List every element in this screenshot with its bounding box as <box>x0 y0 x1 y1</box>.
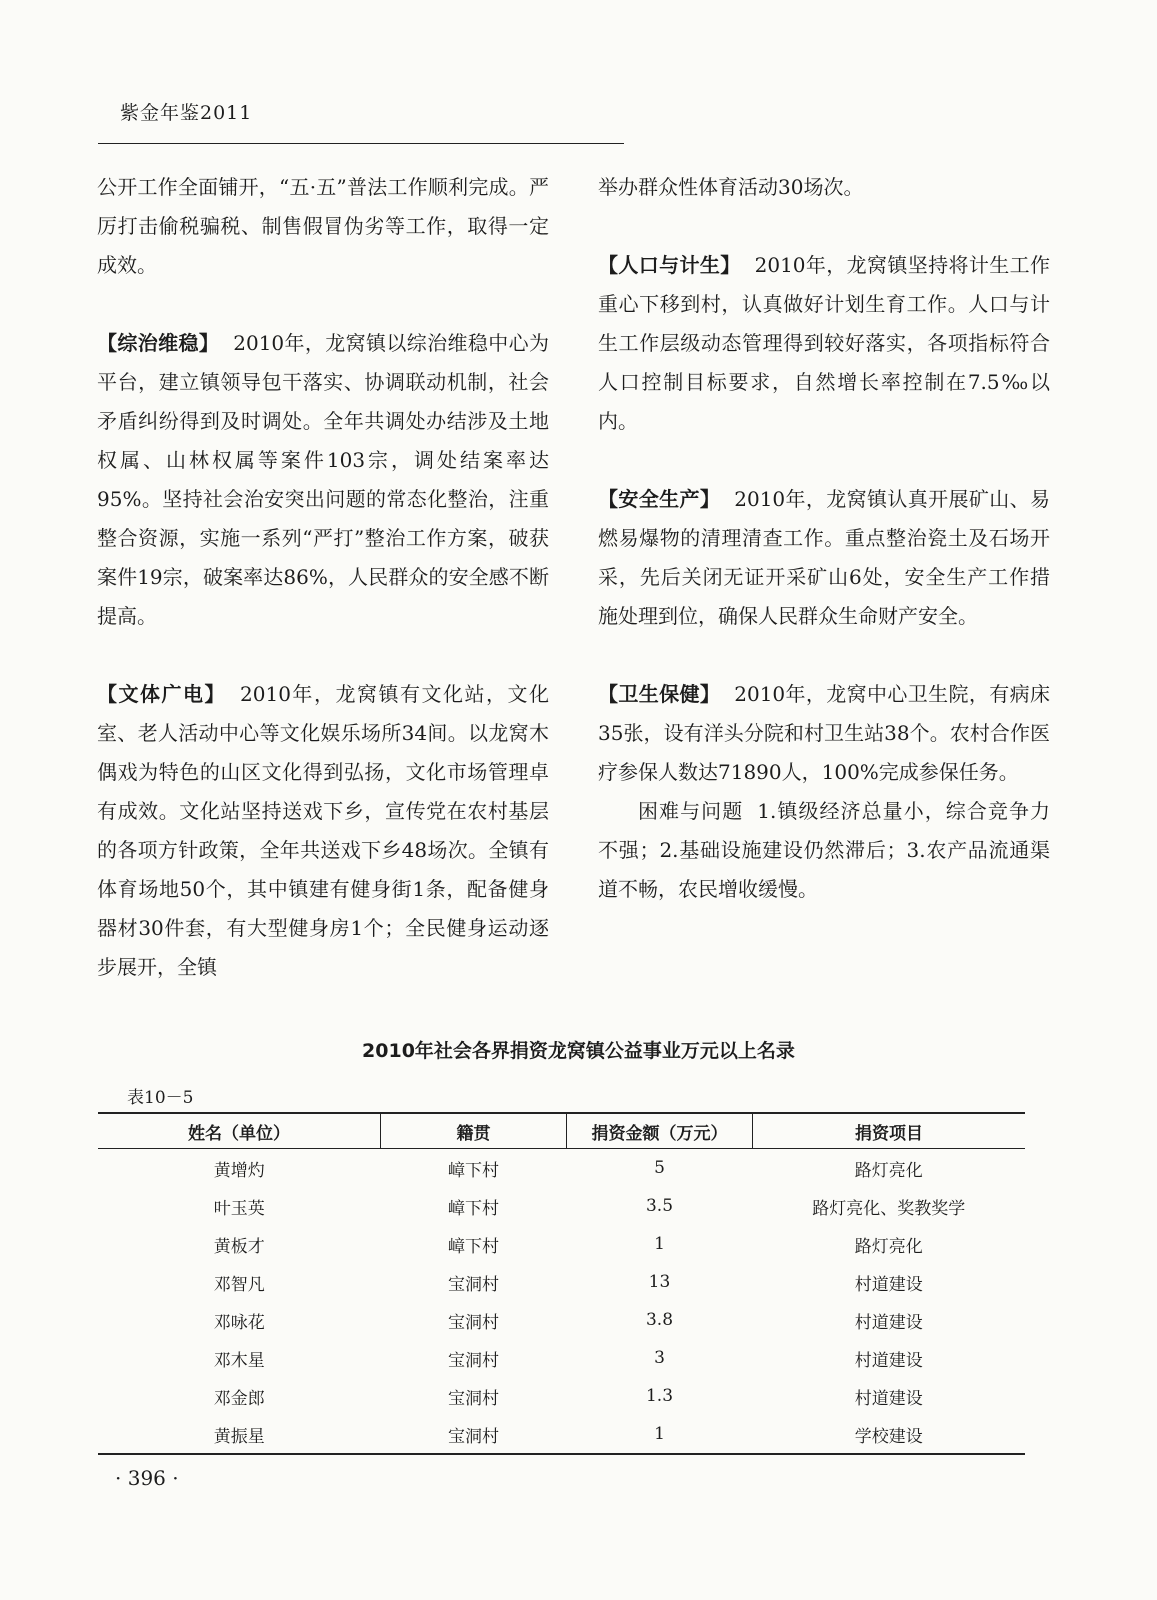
table-row <box>98 1225 1025 1263</box>
header-project: 捐资项目 <box>753 1113 1026 1149</box>
header-origin: 籍贯 <box>381 1113 567 1149</box>
left-column <box>97 168 549 987</box>
cell-name: 邓金郎 <box>213 1388 265 1409</box>
cell-amount: 3.8 <box>645 1310 674 1330</box>
cell-name: 邓咏花 <box>213 1312 265 1333</box>
table-label: 表10－5 <box>127 1088 194 1108</box>
section-difficulties <box>598 792 1050 909</box>
section-body: 2010年，龙窝镇以综治维稳中心为平台，建立镇领导包干落实、协调联动机制，社会矛盾纠纷得到及时调处。全年共调处办结涉及土地权属、山林权属等案件103宗，调处结案率达95%。坚持社会治安突出问题的常态化整治，注重整合资源，实施一系列“严打”整治工作方案，破获案件19宗，破案率达86%，人民群众的安全感不断提高。 <box>97 331 550 628</box>
cell-project: 路灯亮化 <box>854 1236 923 1257</box>
cell-project: 村道建设 <box>854 1350 923 1371</box>
page-number: · 396 · <box>115 1466 179 1490</box>
section-title: 【人口与计生】 <box>598 253 741 277</box>
cell-project: 村道建设 <box>854 1312 923 1333</box>
cell-origin: 嶂下村 <box>448 1236 499 1257</box>
table-row <box>98 1377 1025 1415</box>
cell-project: 路灯亮化 <box>854 1160 923 1181</box>
cell-origin: 嶂下村 <box>448 1160 499 1181</box>
paragraph-continued: 举办群众性体育活动30场次。 <box>598 175 864 199</box>
cell-amount: 5 <box>654 1158 665 1178</box>
cell-name: 黄振星 <box>98 1415 381 1454</box>
cell-amount: 13 <box>648 1272 671 1292</box>
cell-amount: 1 <box>654 1234 665 1254</box>
section-title: 【安全生产】 <box>598 487 721 511</box>
cell-project: 学校建设 <box>753 1415 1026 1454</box>
table-row <box>98 1263 1025 1301</box>
cell-name: 黄增灼 <box>213 1160 265 1181</box>
cell-name: 邓智凡 <box>213 1274 265 1295</box>
section-title: 【文体广电】 <box>97 682 227 706</box>
section-title: 【综治维稳】 <box>97 331 220 355</box>
cell-project: 村道建设 <box>854 1388 923 1409</box>
right-column <box>598 168 1050 909</box>
table-title: 2010年社会各界捐资龙窝镇公益事业万元以上名录 <box>362 1040 795 1062</box>
cell-project: 村道建设 <box>854 1274 923 1295</box>
section-body: 2010年，龙窝镇认真开展矿山、易燃易爆物的清理清查工作。重点整治瓷土及石场开采，先后关闭无证开采矿山6处，安全生产工作措施处理到位，确保人民群众生命财产安全。 <box>598 487 1051 628</box>
cell-amount: 3 <box>654 1348 665 1368</box>
cell-amount: 3.5 <box>645 1196 674 1216</box>
difficulties-body: 1.镇级经济总量小，综合竞争力不强；2.基础设施建设仍然滞后；3.农产品流通渠道不畅，农民增收缓慢。 <box>598 799 1051 901</box>
cell-project: 路灯亮化、奖教奖学 <box>812 1198 966 1219</box>
donor-table <box>98 1112 1025 1455</box>
section-anquan-shengchan <box>598 480 1050 636</box>
cell-origin: 嶂下村 <box>448 1198 499 1219</box>
section-zongzhi-weiwen <box>97 324 549 636</box>
section-title: 【卫生保健】 <box>598 682 721 706</box>
header-amount: 捐资金额（万元） <box>567 1113 753 1149</box>
section-body: 2010年，龙窝镇坚持将计生工作重心下移到村，认真做好计划生育工作。人口与计生工作层级动态管理得到较好落实，各项指标符合人口控制目标要求，自然增长率控制在7.5‰以内。 <box>598 253 1051 433</box>
paragraph-continued: 公开工作全面铺开，“五·五”普法工作顺利完成。严厉打击偷税骗税、制售假冒伪劣等工作，取得一定成效。 <box>97 175 549 277</box>
cell-name: 黄板才 <box>213 1236 265 1257</box>
cell-origin: 宝洞村 <box>448 1274 499 1295</box>
section-weisheng-baojian <box>598 675 1050 792</box>
running-title: 紫金年鉴2011 <box>120 102 253 124</box>
cell-amount: 1.3 <box>645 1386 674 1406</box>
section-body: 2010年，龙窝中心卫生院，有病床35张，设有洋头分院和村卫生站38个。农村合作医疗参保人数达71890人，100%完成参保任务。 <box>598 682 1051 784</box>
table-row <box>98 1149 1025 1188</box>
section-body: 2010年，龙窝镇有文化站，文化室、老人活动中心等文化娱乐场所34间。以龙窝木偶戏为特色的山区文化得到弘扬，文化市场管理卓有成效。文化站坚持送戏下乡，宣传党在农村基层的各项方针政策，全年共送戏下乡48场次。全镇有体育场地50个，其中镇建有健身街1条，配备健身器材30件套，有大型健身房1个；全民健身运动逐步展开，全镇 <box>97 682 549 979</box>
header-name: 姓名（单位） <box>98 1113 381 1149</box>
table-header-row <box>98 1113 1025 1149</box>
table-row <box>98 1187 1025 1225</box>
cell-amount: 1 <box>567 1415 753 1454</box>
cell-name: 叶玉英 <box>213 1198 265 1219</box>
table-row <box>98 1415 1025 1454</box>
section-wenti-guangdian <box>97 675 549 987</box>
table-row <box>98 1339 1025 1377</box>
cell-name: 邓木星 <box>213 1350 265 1371</box>
cell-origin: 宝洞村 <box>448 1312 499 1333</box>
header-rule <box>98 143 624 144</box>
cell-origin: 宝洞村 <box>381 1415 567 1454</box>
table-row <box>98 1301 1025 1339</box>
cell-origin: 宝洞村 <box>448 1350 499 1371</box>
section-renkou-jisheng <box>598 246 1050 441</box>
difficulties-label: 困难与问题 <box>638 799 744 823</box>
cell-origin: 宝洞村 <box>448 1388 499 1409</box>
